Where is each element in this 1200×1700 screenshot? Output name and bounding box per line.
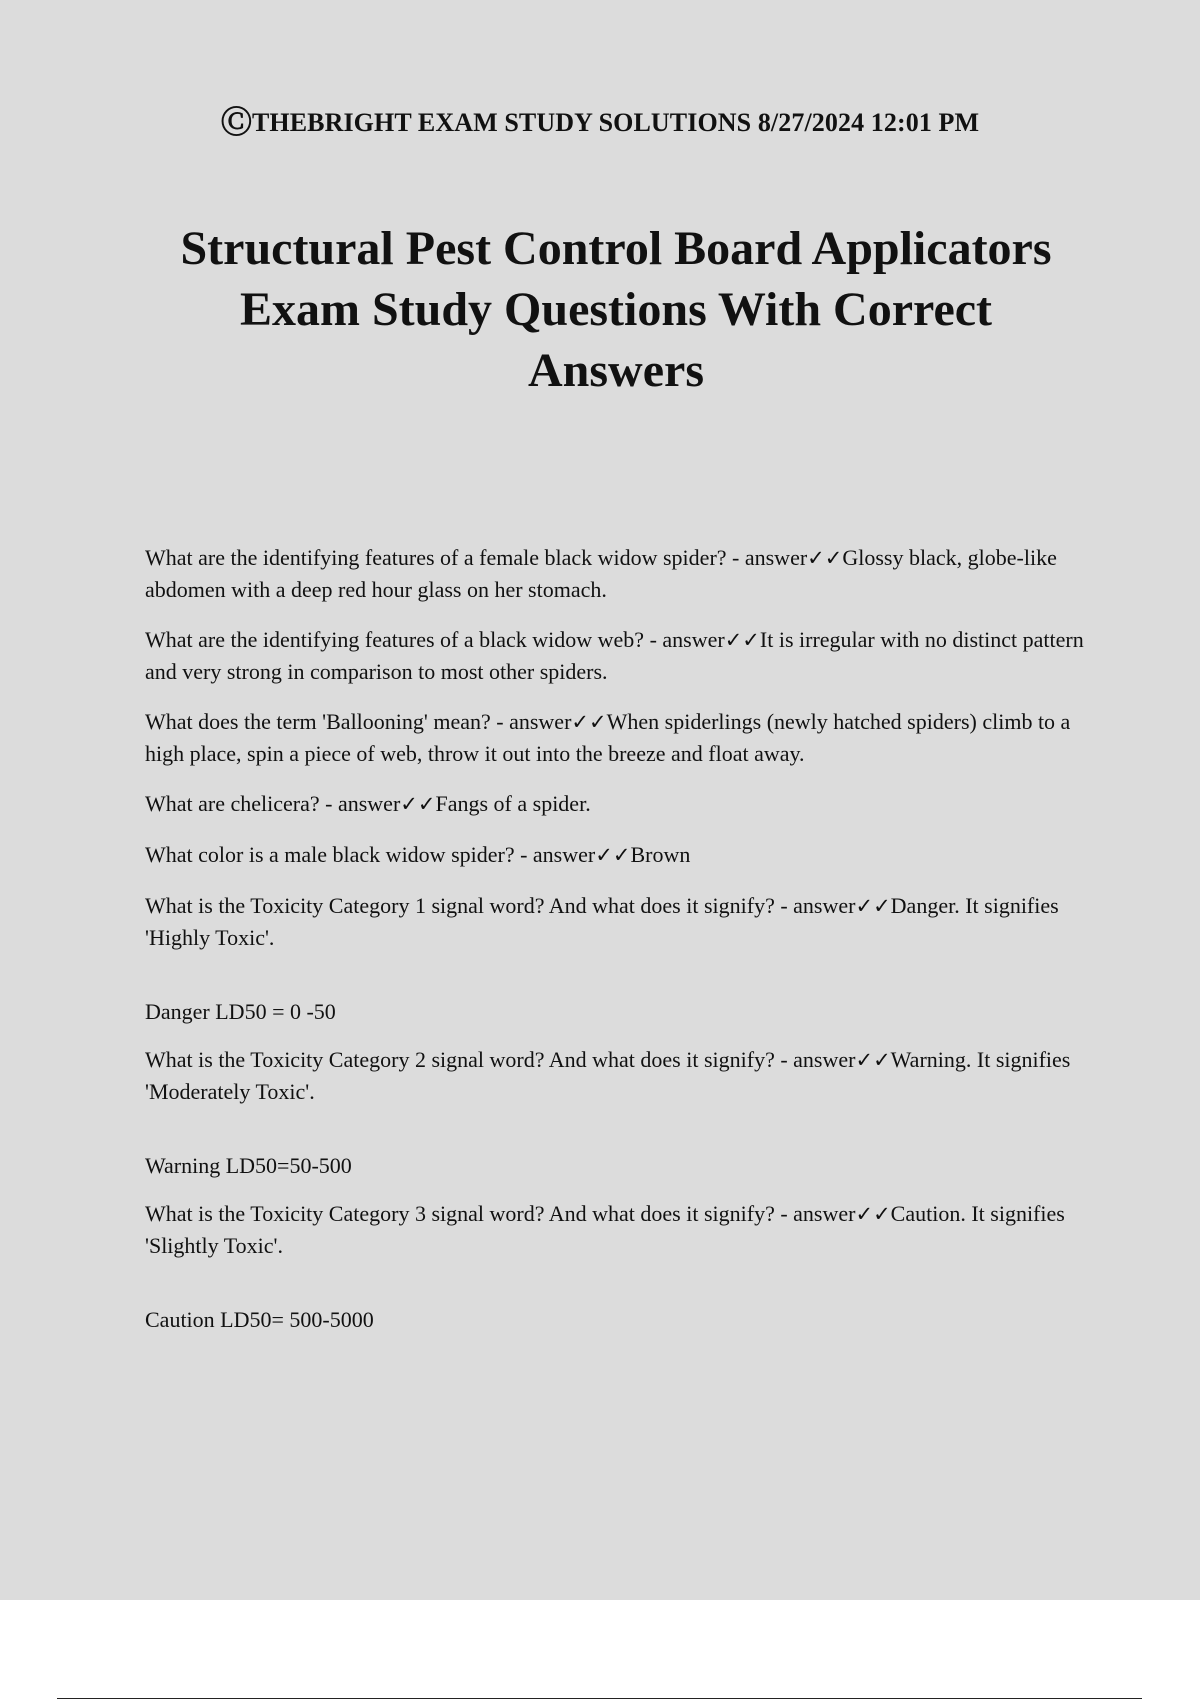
qa-item-2 — [145, 624, 1090, 687]
qa-item-6 — [145, 890, 1090, 953]
header-text: THEBRIGHT EXAM STUDY SOLUTIONS 8/27/2024 12:01 PM — [251, 108, 980, 137]
paragraph-spacer — [145, 953, 1090, 996]
paragraph-spacer — [145, 1107, 1090, 1150]
question-text: What does the term 'Ballooning' mean? - answer — [145, 709, 572, 734]
qa-list — [145, 542, 1090, 1335]
ld50-note: Warning LD50=50-500 — [145, 1153, 352, 1178]
answer-text: When spiderlings (newly hatched spiders) climb to a high place, spin a piece of web, throw it out into the breeze and float away. — [145, 709, 1071, 766]
copyright-icon: Ⓒ — [220, 105, 252, 141]
answer-text: It is irregular with no distinct pattern and very strong in comparison to most other spiders. — [145, 627, 1084, 684]
qa-item-7 — [145, 1044, 1090, 1107]
footer-divider — [57, 1698, 1142, 1699]
question-text: What color is a male black widow spider? - answer — [145, 842, 596, 867]
answer-text: Warning. It signifies 'Moderately Toxic'. — [145, 1047, 1071, 1104]
qa-item-4 — [145, 788, 1090, 820]
question-text: What is the Toxicity Category 1 signal word? And what does it signify? - answer — [145, 893, 856, 918]
qa-item-5 — [145, 839, 1090, 871]
question-text: What are chelicera? - answer — [145, 791, 401, 816]
document-title: Structural Pest Control Board Applicators Exam Study Questions With Correct Answers — [180, 222, 1052, 397]
double-check-icon: ✓✓ — [855, 1202, 891, 1226]
question-text: What is the Toxicity Category 2 signal word? And what does it signify? - answer — [145, 1047, 856, 1072]
qa-item-8 — [145, 1198, 1090, 1261]
ld50-note: Danger LD50 = 0 -50 — [145, 999, 336, 1024]
double-check-icon: ✓✓ — [855, 894, 891, 918]
double-check-icon: ✓✓ — [400, 792, 436, 816]
double-check-icon: ✓✓ — [571, 710, 607, 734]
qa-item-1 — [145, 542, 1090, 605]
double-check-icon: ✓✓ — [855, 1048, 891, 1072]
question-text: What are the identifying features of a female black widow spider? - answer — [145, 545, 808, 570]
paragraph-spacer — [145, 1261, 1090, 1304]
qa-item-3 — [145, 706, 1090, 769]
answer-text: Brown — [630, 842, 691, 867]
answer-text: Fangs of a spider. — [435, 791, 591, 816]
answer-text: Danger. It signifies 'Highly Toxic'. — [145, 893, 1059, 950]
question-text: What are the identifying features of a black widow web? - answer — [145, 627, 725, 652]
double-check-icon: ✓✓ — [595, 843, 631, 867]
page-header — [0, 97, 1200, 142]
double-check-icon: ✓✓ — [724, 628, 760, 652]
answer-text: Caution. It signifies 'Slightly Toxic'. — [145, 1201, 1065, 1258]
question-text: What is the Toxicity Category 3 signal word? And what does it signify? - answer — [145, 1201, 856, 1226]
double-check-icon: ✓✓ — [807, 546, 843, 570]
answer-text: Glossy black, globe-like abdomen with a deep red hour glass on her stomach. — [145, 545, 1057, 602]
ld50-note: Caution LD50= 500-5000 — [145, 1307, 374, 1332]
